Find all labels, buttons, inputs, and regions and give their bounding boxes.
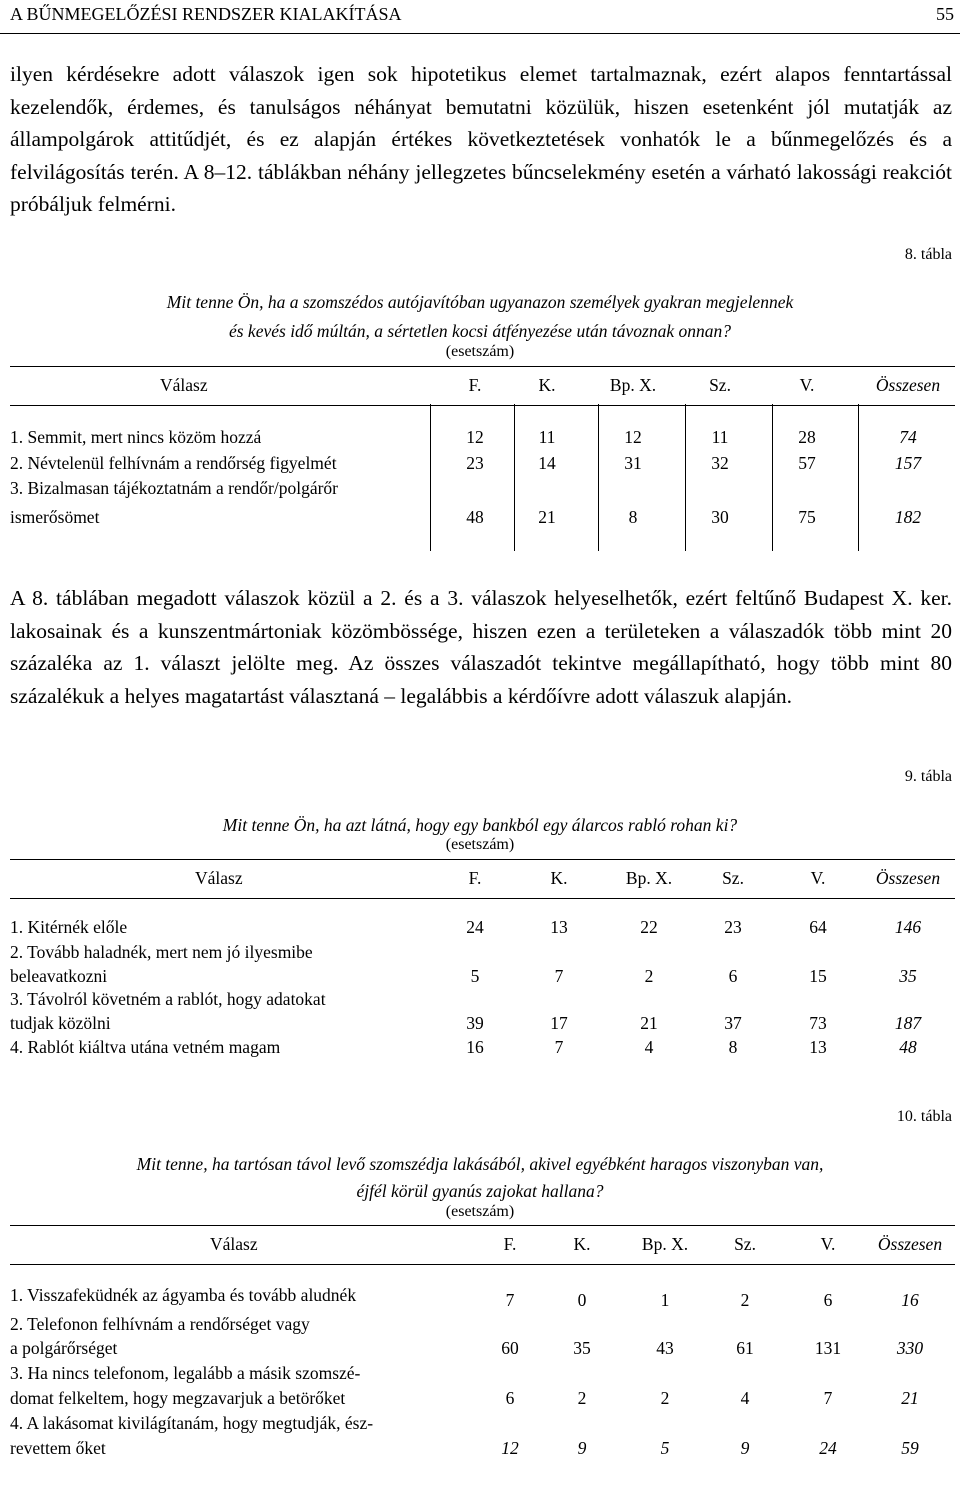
table-cell: 39 <box>466 1013 484 1033</box>
col-valasz: Válasz <box>210 1234 258 1254</box>
table-cell: 15 <box>809 966 827 986</box>
table-row-label: 2. Telefonon felhívnám a rendőrséget vagy <box>10 1314 310 1334</box>
table-cell-total: 16 <box>901 1290 919 1310</box>
table-cell: 2 <box>660 1388 670 1408</box>
table-cell: 48 <box>466 507 484 527</box>
table-cell: 13 <box>809 1037 827 1057</box>
table-cell: 12 <box>501 1438 519 1458</box>
table-cell-total: 182 <box>894 507 922 527</box>
col-bpx: Bp. X. <box>625 868 673 888</box>
table-cell: 131 <box>814 1338 842 1358</box>
col-osszesen: Összesen <box>877 1234 943 1254</box>
table-9-header <box>10 859 955 899</box>
table-row-label: 3. Távolról követném a rablót, hogy adatokat <box>10 989 326 1009</box>
col-k: K. <box>538 375 556 395</box>
col-k: K. <box>550 868 568 888</box>
table-8-question-line1: Mit tenne Ön, ha a szomszédos autójavítóban ugyanazon személyek gyakran megjelennek <box>166 292 794 312</box>
table-cell: 12 <box>466 427 484 447</box>
table-8-question-line2: és kevés idő múltán, a sértetlen kocsi átfényezése után távoznak onnan? <box>228 321 732 341</box>
col-f: F. <box>468 868 482 888</box>
table-cell: 7 <box>505 1290 515 1310</box>
table-10-unit: (esetszám) <box>445 1203 515 1220</box>
col-v: V. <box>799 375 815 395</box>
table-row-label: 1. Visszafeküdnék az ágyamba és tovább aludnék <box>10 1285 357 1305</box>
table-cell: 31 <box>624 453 642 473</box>
col-valasz: Válasz <box>195 868 243 888</box>
column-divider <box>772 404 773 551</box>
table-cell: 2 <box>577 1388 587 1408</box>
table-row-label-cont: a polgárőrséget <box>10 1338 118 1358</box>
page-number: 55 <box>936 4 954 24</box>
table-cell: 22 <box>640 917 658 937</box>
table-10-question-line1: Mit tenne, ha tartósan távol levő szomszédja lakásából, akivel egyébként haragos viszonyban van, <box>136 1154 824 1174</box>
table-cell: 11 <box>538 427 556 447</box>
col-sz: Sz. <box>734 1234 756 1254</box>
table-cell-total: 157 <box>894 453 922 473</box>
col-osszesen: Összesen <box>875 868 941 888</box>
table-cell: 12 <box>624 427 642 447</box>
table-cell: 11 <box>711 427 729 447</box>
table-8-header <box>10 366 955 406</box>
table-cell: 32 <box>711 453 729 473</box>
col-sz: Sz. <box>709 375 731 395</box>
table-cell: 73 <box>809 1013 827 1033</box>
table-cell: 21 <box>538 507 556 527</box>
table-cell: 8 <box>628 507 638 527</box>
table-row-label: 4. A lakásomat kivilágítanám, hogy megtudják, ész- <box>10 1413 374 1433</box>
table-cell: 13 <box>550 917 568 937</box>
table-cell: 8 <box>728 1037 738 1057</box>
table-cell: 6 <box>823 1290 833 1310</box>
col-osszesen: Összesen <box>875 375 941 395</box>
table-cell: 17 <box>550 1013 568 1033</box>
table-cell: 1 <box>660 1290 670 1310</box>
table-cell: 60 <box>501 1338 519 1358</box>
col-f: F. <box>503 1234 517 1254</box>
table-cell: 4 <box>740 1388 750 1408</box>
table-cell: 23 <box>724 917 742 937</box>
table-row-label-cont: domat felkeltem, hogy megzavarjuk a betörőket <box>10 1388 346 1408</box>
paragraph-analysis: A 8. táblában megadott válaszok közül a 2. és a 3. válaszok helyeselhetők, ezért feltűnő Budapest X. ker. lakosainak és a kunszentmártoniak közömbössége, hiszen ezen a területeken a válaszadók több mint 20 százaléka az 1. választ jelölte meg. Az összes válaszadót tekintve megállapítható, hogy több mint 80 százalékuk a helyes magatartást választaná – legalábbis a kérdőívre adott válaszuk alapján. <box>10 586 952 708</box>
col-f: F. <box>468 375 482 395</box>
table-cell: 2 <box>644 966 654 986</box>
column-divider <box>514 404 515 551</box>
table-cell: 4 <box>644 1037 654 1057</box>
table-cell: 30 <box>711 507 729 527</box>
table-9-label: 9. tábla <box>904 768 952 785</box>
col-v: V. <box>820 1234 836 1254</box>
table-cell: 6 <box>728 966 738 986</box>
table-cell: 35 <box>573 1338 591 1358</box>
table-cell: 6 <box>505 1388 515 1408</box>
table-cell-total: 74 <box>899 427 917 447</box>
table-cell: 24 <box>466 917 484 937</box>
table-cell: 9 <box>577 1438 587 1458</box>
running-header <box>0 0 960 34</box>
table-10 <box>10 1225 955 1465</box>
column-divider <box>685 404 686 551</box>
table-10-header <box>10 1225 955 1265</box>
table-row-label: 3. Ha nincs telefonom, legalább a másik szomszé- <box>10 1363 361 1383</box>
table-cell: 5 <box>660 1438 670 1458</box>
table-cell: 2 <box>740 1290 750 1310</box>
table-cell: 43 <box>656 1338 674 1358</box>
table-cell: 37 <box>724 1013 742 1033</box>
table-cell: 7 <box>554 966 564 986</box>
col-v: V. <box>810 868 826 888</box>
running-title: A BŰNMEGELŐZÉSI RENDSZER KIALAKÍTÁSA <box>10 4 402 24</box>
table-cell-total: 21 <box>901 1388 919 1408</box>
table-row-label: 2. Névtelenül felhívnám a rendőrség figyelmét <box>10 453 337 473</box>
table-cell: 0 <box>577 1290 587 1310</box>
table-8-label: 8. tábla <box>904 246 952 263</box>
table-cell: 14 <box>538 453 556 473</box>
table-cell: 9 <box>740 1438 750 1458</box>
col-k: K. <box>573 1234 591 1254</box>
table-9-unit: (esetszám) <box>445 836 515 853</box>
table-cell: 28 <box>798 427 816 447</box>
table-cell-total: 48 <box>899 1037 917 1057</box>
table-cell-total: 35 <box>899 966 917 986</box>
table-cell: 7 <box>554 1037 564 1057</box>
table-row-label-cont: revettem őket <box>10 1438 106 1458</box>
table-9-question: Mit tenne Ön, ha azt látná, hogy egy bankból egy álarcos rabló rohan ki? <box>222 815 738 835</box>
table-8 <box>10 366 955 551</box>
table-row-label: 2. Tovább haladnék, mert nem jó ilyesmibe <box>10 942 313 962</box>
table-cell: 64 <box>809 917 827 937</box>
table-10-label: 10. tábla <box>896 1108 952 1125</box>
table-cell-total: 146 <box>894 917 922 937</box>
table-cell-total: 187 <box>894 1013 922 1033</box>
column-divider <box>430 404 431 551</box>
table-row-label-cont: beleavatkozni <box>10 966 108 986</box>
table-8-unit: (esetszám) <box>445 343 515 360</box>
table-cell: 21 <box>640 1013 658 1033</box>
table-row-label: 3. Bizalmasan tájékoztatnám a rendőr/polgárőr <box>10 478 338 498</box>
table-cell: 57 <box>798 453 816 473</box>
col-sz: Sz. <box>722 868 744 888</box>
paragraph-intro: ilyen kérdésekre adott válaszok igen sok hipotetikus elemet tartalmaznak, ezért alapos fenntartással kezelendők, érdemes, és tanulságos néhányat bemutatni közülük, hiszen esetenként jól mutatják az állampolgárok attitűdjét, és ez alapján értékes következtetések vonhatók le a bűnmegelőzés és a felvilágosítás terén. A 8–12. táblákban néhány jellegzetes bűncselekmény esetén a várható lakossági reakciót próbáljuk felmérni. <box>10 62 952 216</box>
table-row-label: 1. Kitérnék előle <box>10 917 128 937</box>
table-9 <box>10 859 955 1069</box>
col-valasz: Válasz <box>160 375 208 395</box>
table-cell: 24 <box>819 1438 837 1458</box>
table-cell: 7 <box>823 1388 833 1408</box>
column-divider <box>858 404 859 551</box>
table-cell-total: 59 <box>901 1438 919 1458</box>
column-divider <box>598 404 599 551</box>
table-cell-total: 330 <box>896 1338 924 1358</box>
table-cell: 61 <box>736 1338 754 1358</box>
table-row-label: 4. Rablót kiáltva utána vetném magam <box>10 1037 281 1057</box>
table-cell: 16 <box>466 1037 484 1057</box>
col-bpx: Bp. X. <box>641 1234 689 1254</box>
table-cell: 23 <box>466 453 484 473</box>
table-10-question-line2: éjfél körül gyanús zajokat hallana? <box>356 1181 604 1201</box>
table-cell: 5 <box>470 966 480 986</box>
table-cell: 75 <box>798 507 816 527</box>
col-bpx: Bp. X. <box>609 375 657 395</box>
table-row-label-cont: tudjak közölni <box>10 1013 111 1033</box>
table-row-label: 1. Semmit, mert nincs közöm hozzá <box>10 427 262 447</box>
table-row-label-cont: ismerősömet <box>10 507 100 527</box>
